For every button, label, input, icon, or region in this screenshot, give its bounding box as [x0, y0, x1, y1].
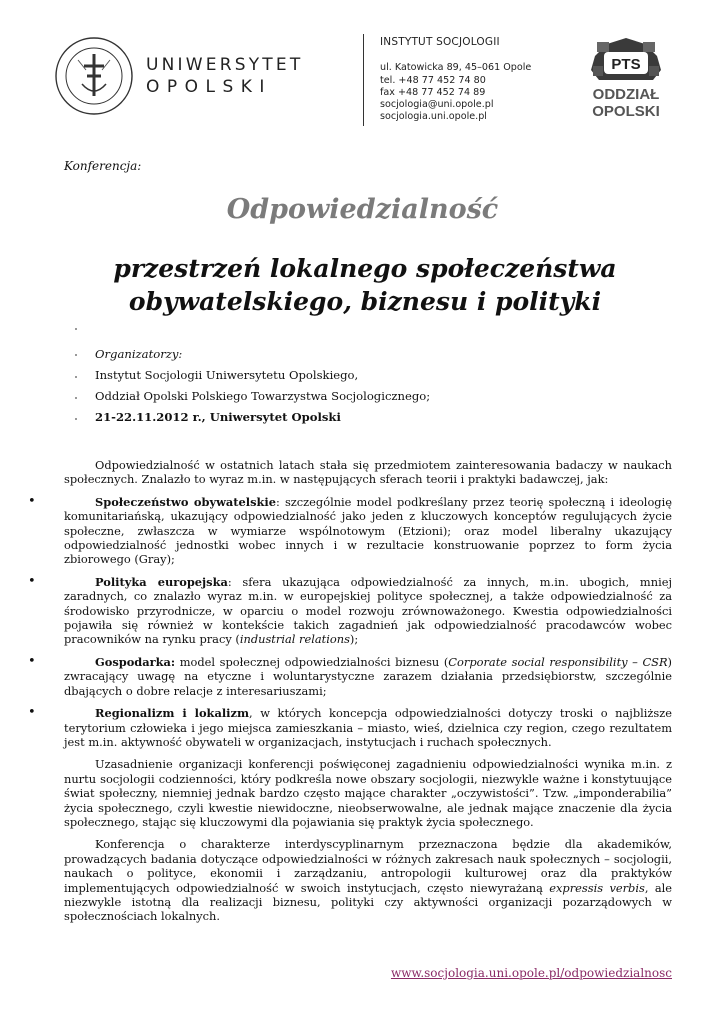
page-title: Odpowiedzialność: [226, 194, 499, 225]
subtitle-line2: obywatelskiego, biznesu i polityki: [128, 287, 602, 316]
bullet-icon: •: [28, 573, 36, 589]
institute-contact-block: [380, 36, 531, 124]
list-item: [28, 493, 672, 567]
university-name-line2: OPOLSKI: [146, 77, 272, 97]
margin-marker: [75, 354, 77, 356]
conference-website-link[interactable]: www.socjologia.uni.opole.pl/odpowiedzialnosc: [390, 966, 672, 980]
university-name: [146, 54, 303, 98]
conference-label: Konferencja:: [64, 159, 142, 173]
institute-phone: tel. +48 77 452 74 80: [380, 74, 486, 86]
topic-text: , w których koncepcja odpowiedzialności dotyczy troski o najbliższe terytorium człowieka i jego miejsca zamieszkania – miasto, wieś, dzielnica czy region, czego rezultatem jest m.in. aktywność obywateli w organizacjach, instytucjach i ruchach społecznych.: [64, 706, 672, 749]
topic-heading: Regionalizm i lokalizm: [95, 706, 249, 721]
institute-website[interactable]: socjologia.uni.opole.pl: [380, 111, 487, 123]
institute-fax: fax +48 77 452 74 89: [380, 86, 486, 98]
list-item: [28, 573, 672, 647]
topic-heading: Polityka europejska: [95, 574, 228, 589]
topic-text-end: );: [349, 632, 359, 647]
university-seal-logo: [54, 36, 134, 116]
list-item: [28, 705, 672, 749]
subtitle-line1: przestrzeń lokalnego społeczeństwa: [113, 254, 617, 283]
list-item: [28, 653, 672, 698]
topics-list: [28, 493, 672, 750]
bullet-icon: •: [28, 493, 36, 509]
bullet-icon: •: [28, 705, 36, 721]
page-subtitle: [60, 252, 670, 318]
audience-paragraph: [64, 837, 672, 923]
header-divider: [363, 34, 364, 126]
bullet-icon: •: [28, 653, 36, 669]
topic-italic-term: Corporate social responsibility – CSR: [448, 654, 668, 669]
organizers-label: Organizatorzy:: [95, 347, 183, 361]
pts-line2: OPOLSKI: [592, 103, 660, 120]
institute-email[interactable]: socjologia@uni.opole.pl: [380, 99, 494, 111]
conference-date-place: 21-22.11.2012 r., Uniwersytet Opolski: [95, 410, 341, 424]
organizer-item: Instytut Socjologii Uniwersytetu Opolskiego,: [95, 368, 359, 382]
institute-address: ul. Katowicka 89, 45–061 Opole: [380, 62, 532, 74]
body-text: [28, 458, 672, 932]
topic-heading: Gospodarka:: [95, 654, 176, 669]
topic-text: : sfera ukazująca odpowiedzialność za innych, m.in. ubogich, mniej zaradnych, co znalazło wyraz m.in. w europejskiej polityce społecznej, a także odpowiedzialność za środowisko przyrodnicze, w oparciu o model rozwoju zrównoważonego. Kwestia odpowiedzialności pojawiła się również w kontekście takich zagadnień jak odpowiedzialność pracodawców wobec pracowników na rynku pracy (: [64, 574, 672, 647]
pts-line1: ODDZIAŁ: [592, 86, 660, 103]
organizers-block: [95, 344, 430, 428]
topic-heading: Społeczeństwo obywatelskie: [95, 494, 276, 509]
topic-text-end: ) zwracający uwagę na etyczne i woluntarystyczne zarazem działania przedsiębiorstw, szczególnie dbających o dobre relacje z interesariuszami;: [64, 654, 672, 698]
institute-title: INSTYTUT SOCJOLOGII: [380, 36, 500, 48]
topic-text: model społecznej odpowiedzialności biznesu (: [175, 654, 449, 669]
university-name-line1: UNIWERSYTET: [146, 55, 304, 75]
topic-italic-term: industrial relations: [239, 632, 350, 647]
topic-text: : szczególnie model podkreślany przez teorię społeczną i ideologię komunitariańską, ukazujący odpowiedzialność jako jeden z kluczowych konceptów regulujących życie społeczne, zwłaszcza w wymiarze wspólnotowym (Etzioni); oraz model liberalny ukazujący odpowiedzialność jednostki wobec innych i w rezultacie konstruowanie poprzez to form życia zbiorowego (Gray);: [64, 494, 672, 567]
organizer-item: Oddział Opolski Polskiego Towarzystwa Socjologicznego;: [95, 389, 431, 403]
audience-italic-term: expressis verbis: [549, 880, 645, 895]
margin-marker: [75, 376, 77, 378]
margin-marker: [75, 418, 77, 420]
intro-paragraph: Odpowiedzialność w ostatnich latach stała się przedmiotem zainteresowania badaczy w naukach społecznych. Znalazło to wyraz m.in. w następujących sferach teorii i praktyki badawczej, jak:: [64, 458, 672, 487]
audience-text-end: , ale niezwykle istotną dla realizacji biznesu, polityki czy aktywności organizacji pozarządowych w społecznościach lokalnych.: [64, 880, 672, 924]
rationale-paragraph: Uzasadnienie organizacji konferencji poświęconej zagadnieniu odpowiedzialności wynika m.in. z nurtu socjologii codzienności, który podkreśla nowe obszary socjologii, niezwykle ważne i konstytuujące świat społeczny, niemniej jednak bardzo często mające charakter „oczywistości”. Tzw. „imponderabilia” życia społecznego, czyli kwestie niewidoczne, nieobserwowalne, ale jednak mające znaczenie dla życia społecznego, stając się kluczowymi dla pojawiania się praktyk życia społecznego.: [64, 757, 672, 829]
margin-marker: [75, 397, 77, 399]
audience-text: Konferencja o charakterze interdyscyplinarnym przeznaczona będzie dla akademików, prowadzących badania dotyczące odpowiedzialności w różnych zakresach nauk społecznych – socjologii, naukach o polityce, ekonomii i zarządzaniu, antropologii kulturowej oraz dla praktyków implementujących odpowiedzialność w swoich instytucjach, często niewyrażaną: [64, 837, 672, 895]
pts-branch-logo: [587, 36, 665, 124]
pts-badge-text: PTS: [611, 56, 641, 73]
margin-marker: [75, 328, 77, 330]
